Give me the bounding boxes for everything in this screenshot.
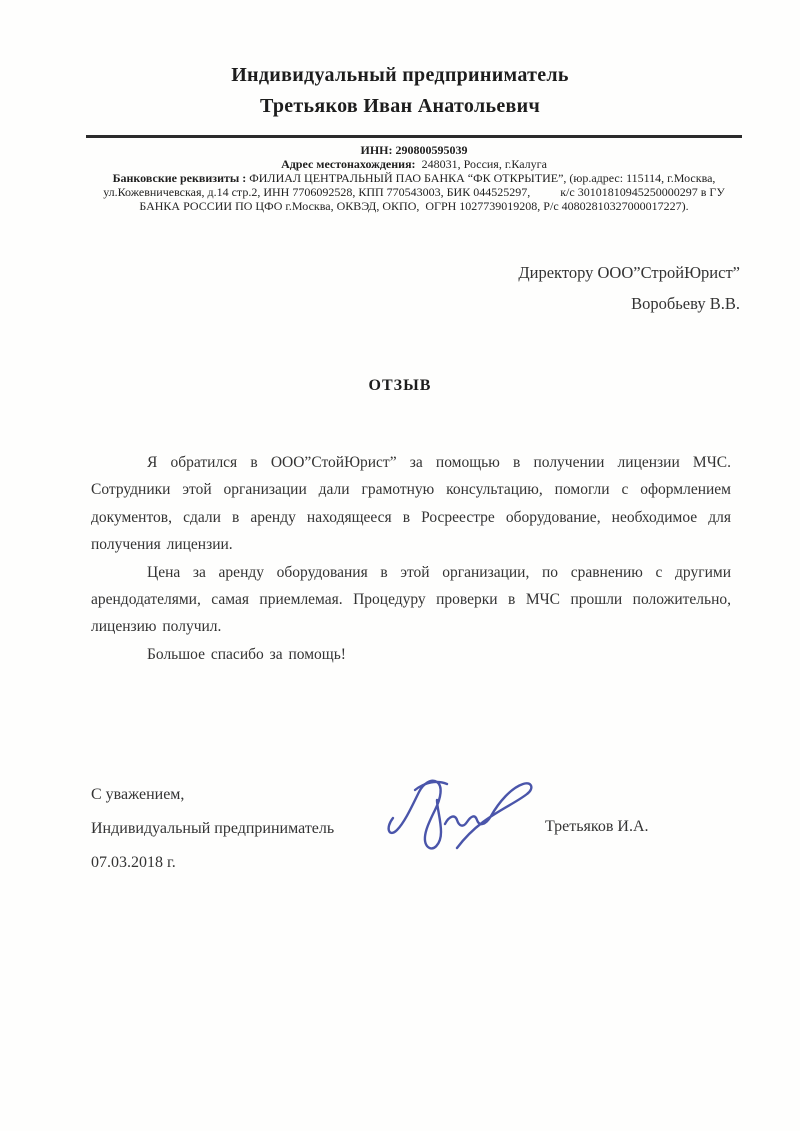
requisites-block <box>86 143 742 213</box>
letterhead-title-line2: Третьяков Иван Анатольевич <box>259 95 541 117</box>
address-value: 248031, Россия, г.Калуга <box>415 157 547 171</box>
document-title: ОТЗЫВ <box>368 377 432 394</box>
header-divider <box>86 135 742 138</box>
letter-body <box>91 449 731 668</box>
body-paragraph-2: Цена за аренду оборудования в этой организации, по сравнению с другими арендодателями, самая приемлемая. Процедуру проверки в МЧС прошли положительно, лицензию получил. <box>91 563 731 636</box>
bank-line-1 <box>86 171 742 185</box>
bank-line-3: БАНКА РОССИИ ПО ЦФО г.Москва, ОКВЭД, ОКПО, ОГРН 1027739019208, Р/с 40802810327000017227). <box>139 199 689 213</box>
signature-closing: С уважением, <box>91 786 185 804</box>
bank-label: Банковские реквизиты : <box>112 171 247 185</box>
body-paragraph-3: Большое спасибо за помощь! <box>147 645 346 663</box>
addressee-line1: Директору ООО”СтройЮрист” <box>518 263 740 282</box>
signature-role: Индивидуальный предприниматель <box>91 820 335 838</box>
letterhead-title-line1: Индивидуальный предприниматель <box>231 64 569 86</box>
letterhead-title <box>0 0 800 122</box>
addressee-line2: Воробьеву В.В. <box>631 294 740 313</box>
address-label: Адрес местонахождения: <box>281 157 416 171</box>
signature-date: 07.03.2018 г. <box>91 854 176 872</box>
addressee-block <box>0 257 740 319</box>
body-paragraph-1: Я обратился в ООО”СтойЮрист” за помощью в получении лицензии МЧС. Сотрудники этой организации дали грамотную консультацию, помогли с оформлением документов, сдали в аренду находящееся в Росреестре оборудование, необходимое для получения лицензии. <box>91 454 731 554</box>
signature-block <box>91 784 800 886</box>
address-line <box>86 157 742 171</box>
bank-value-1: ФИЛИАЛ ЦЕНТРАЛЬНЫЙ ПАО БАНКА “ФК ОТКРЫТИЕ”, (юр.адрес: 115114, г.Москва, <box>246 171 716 185</box>
signature-name: Третьяков И.А. <box>545 818 649 836</box>
bank-line-2: ул.Кожевничевская, д.14 стр.2, ИНН 7706092528, КПП 770543003, БИК 044525297, к/с 30101810945250000297 в ГУ <box>103 185 725 199</box>
inn-line: ИНН: 290800595039 <box>360 143 468 157</box>
